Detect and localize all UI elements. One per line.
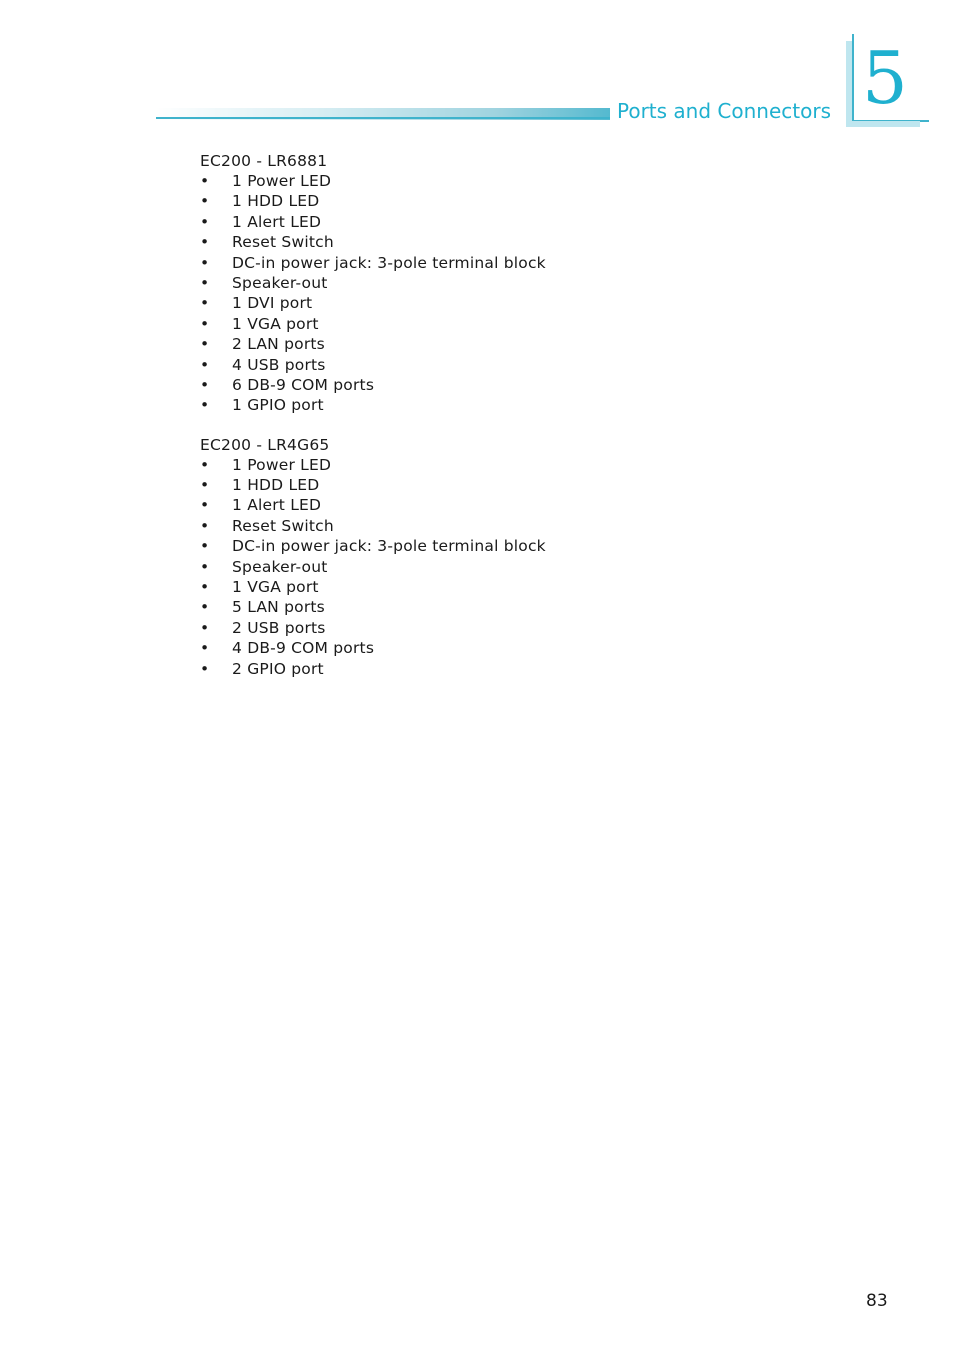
list-item [200,536,820,556]
list-item [200,495,820,515]
chapter-box-shadow-horizontal [852,121,920,127]
list-item [200,395,820,415]
port-list-lr4g65 [200,455,820,679]
bullet-icon: • [200,273,210,292]
list-item [200,273,820,293]
list-item [200,355,820,375]
bullet-icon: • [200,455,210,474]
list-item [200,577,820,597]
bullet-icon: • [200,598,210,617]
list-item [200,293,820,313]
bullet-icon: • [200,659,210,678]
chapter-number: 5 [862,36,908,120]
list-item-text: 1 HDD LED [232,476,320,495]
list-item-text: 1 VGA port [232,314,319,333]
list-item-text: 1 VGA port [232,578,319,597]
bullet-icon: • [200,233,210,252]
bullet-icon: • [200,314,210,333]
list-item [200,659,820,679]
port-list-lr6881 [200,171,820,416]
list-item [200,597,820,617]
list-item-text: Speaker-out [232,557,328,576]
bullet-icon: • [200,639,210,658]
bullet-icon: • [200,253,210,272]
list-item-text: 5 LAN ports [232,598,325,617]
list-item-text: 1 Alert LED [232,212,322,231]
list-item-text: 4 DB-9 COM ports [232,639,375,658]
list-item-text: 4 USB ports [232,355,326,374]
list-item [200,314,820,334]
chapter-box-line-vertical [852,34,854,121]
bullet-icon: • [200,516,210,535]
list-item [200,516,820,536]
bullet-icon: • [200,396,210,415]
list-item-text: 1 Power LED [232,455,332,474]
list-item-text: 1 DVI port [232,294,313,313]
list-item-text: 1 GPIO port [232,396,324,415]
bullet-icon: • [200,557,210,576]
bullet-icon: • [200,192,210,211]
bullet-icon: • [200,618,210,637]
bullet-icon: • [200,476,210,495]
list-item-text: 1 Power LED [232,172,332,190]
page-number: 83 [866,1291,888,1311]
list-item [200,191,820,211]
bullet-icon: • [200,172,210,190]
list-item [200,375,820,395]
section-heading-lr6881: EC200 - LR6881 [200,152,328,170]
bullet-icon: • [200,212,210,231]
list-item [200,334,820,354]
list-item-text: 1 HDD LED [232,192,320,211]
list-item-text: 2 LAN ports [232,335,325,354]
list-item [200,618,820,638]
list-item-text: Reset Switch [232,233,334,252]
list-item-text: Reset Switch [232,516,334,535]
chapter-number-box [846,34,929,127]
list-item-text: 2 USB ports [232,618,326,637]
list-item-text: DC-in power jack: 3-pole terminal block [232,537,546,556]
list-item [200,171,820,191]
list-item-text: 2 GPIO port [232,659,324,678]
list-item-text: DC-in power jack: 3-pole terminal block [232,253,546,272]
list-item [200,455,820,475]
list-item [200,232,820,252]
list-item [200,557,820,577]
list-item [200,475,820,495]
bullet-icon: • [200,355,210,374]
header-rule [156,117,610,119]
list-item [200,253,820,273]
section-heading-lr4g65: EC200 - LR4G65 [200,435,330,454]
bullet-icon: • [200,335,210,354]
page-content [200,151,820,679]
bullet-icon: • [200,496,210,515]
list-item [200,638,820,658]
bullet-icon: • [200,375,210,394]
bullet-icon: • [200,578,210,597]
chapter-title: Ports and Connectors [617,99,831,123]
list-item-text: 1 Alert LED [232,496,322,515]
list-item-text: Speaker-out [232,273,328,292]
bullet-icon: • [200,294,210,313]
list-item [200,212,820,232]
bullet-icon: • [200,537,210,556]
list-item-text: 6 DB-9 COM ports [232,375,375,394]
